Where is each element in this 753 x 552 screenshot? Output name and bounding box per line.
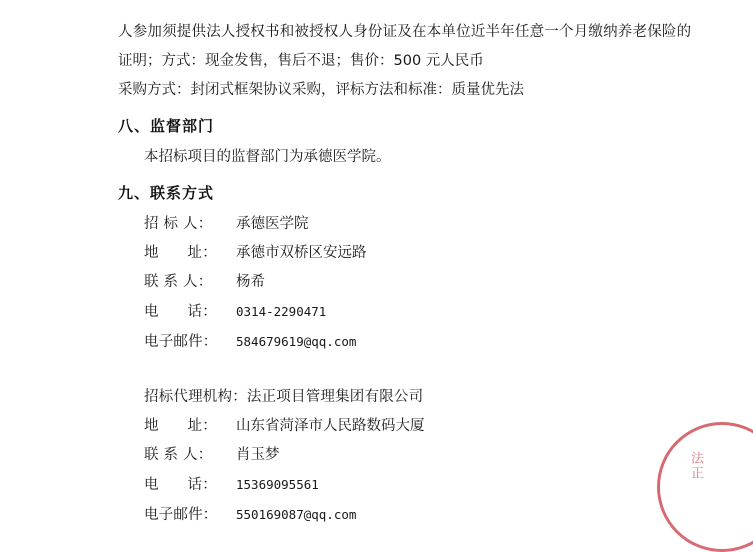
agency-label-phone: 电 话： <box>144 477 217 493</box>
contact-label-person: 联 系 人： <box>144 274 213 290</box>
contact-list <box>118 210 713 357</box>
contact-value-phone: 0314-2290471 <box>236 304 327 319</box>
contact-row-email <box>144 327 713 357</box>
agency-row-email <box>144 500 713 530</box>
intro-line-3-label: 采购方式： <box>118 82 191 98</box>
intro-line-2-label: 证明； <box>118 53 162 69</box>
intro-paragraph-line-1: 人参加须提供法人授权书和被授权人身份证及在本单位近半年任意一个月缴纳养老保险的 <box>118 24 692 40</box>
contact-label-address: 地 址： <box>144 245 217 261</box>
agency-row-address <box>144 412 713 441</box>
section-body-supervision: 本招标项目的监督部门为承德医学院。 <box>144 149 391 165</box>
contact-row-address <box>144 239 713 268</box>
agency-label-address: 地 址： <box>144 418 217 434</box>
contact-label-email: 电子邮件： <box>144 334 218 350</box>
contact-row-phone <box>144 297 713 327</box>
agency-label-person: 联 系 人： <box>144 447 213 463</box>
agency-block <box>118 383 713 530</box>
seal-text: 法正 <box>688 451 703 481</box>
agency-title-value: 法正项目管理集团有限公司 <box>246 389 424 405</box>
intro-paragraph-line-3 <box>118 76 713 105</box>
contact-value-email: 584679619@qq.com <box>236 334 357 349</box>
contact-row-tenderer <box>144 210 713 239</box>
agency-value-phone: 15369095561 <box>236 477 319 492</box>
contact-value-person: 杨希 <box>236 274 265 290</box>
intro-line-2-text: 方式：现金发售，售后不退；售价：500 元人民币 <box>161 53 484 69</box>
contact-value-tenderer: 承德医学院 <box>236 216 309 232</box>
section-heading-supervision: 八、监督部门 <box>118 117 215 135</box>
section-heading-contact: 九、联系方式 <box>118 184 215 202</box>
contact-label-phone: 电 话： <box>144 304 217 320</box>
intro-line-3-text: 封闭式框架协议采购，评标方法和标准：质量优先法 <box>190 82 524 98</box>
agency-value-address: 山东省菏泽市人民路数码大厦 <box>236 418 425 434</box>
agency-label-email: 电子邮件： <box>144 507 218 523</box>
agency-row-person <box>144 441 713 470</box>
agency-value-email: 550169087@qq.com <box>236 507 357 522</box>
contact-value-address: 承德市双桥区安远路 <box>236 245 367 261</box>
agency-title-label: 招标代理机构： <box>144 389 247 405</box>
block-spacer <box>118 357 713 383</box>
contact-label-tenderer: 招 标 人： <box>144 216 213 232</box>
intro-paragraph-line-2 <box>118 47 713 76</box>
agency-row-phone <box>144 470 713 500</box>
agency-title-row <box>144 383 713 412</box>
agency-value-person: 肖玉梦 <box>236 447 280 463</box>
contact-row-person <box>144 268 713 297</box>
